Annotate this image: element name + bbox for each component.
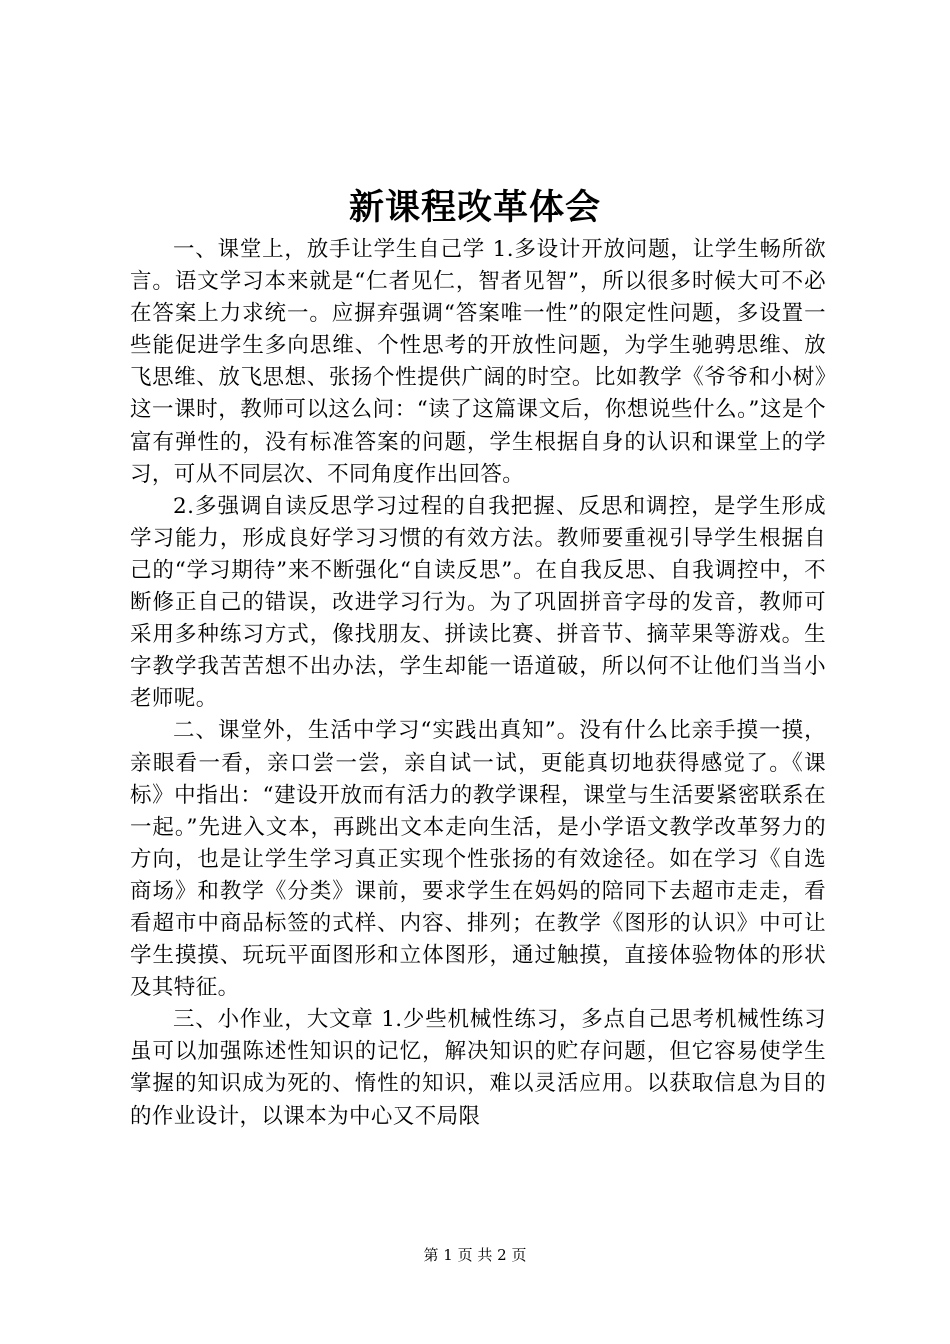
paragraph-2: 2.多强调自读反思学习过程的自我把握、反思和调控，是学生形成学习能力，形成良好学习习惯的有效方法。教师要重视引导学生根据自己的“学习期待”来不断强化“自读反思”。在自我反思、自我调控中，不断修正自己的错误，改进学习行为。为了巩固拼音字母的发音，教师可采用多种练习方式，像找朋友、拼读比赛、拼音节、摘苹果等游戏。生字教学我苦苦想不出办法，学生却能一语道破，所以何不让他们当当小老师呢。 — [130, 493, 826, 712]
document-body — [130, 234, 826, 1133]
document-title: 新课程改革体会 — [348, 187, 601, 228]
page-footer: 第 1 页 共 2 页 — [423, 1246, 527, 1264]
paragraph-4: 三、小作业，大文章 1.少些机械性练习，多点自己思考机械性练习虽可以加强陈述性知识的记忆，解决知识的贮存问题，但它容易使学生掌握的知识成为死的、惰性的知识，难以灵活应用。以获取信息为目的的作业设计，以课本为中心又不局限 — [130, 1007, 826, 1129]
paragraph-3: 二、课堂外，生活中学习“实践出真知”。没有什么比亲手摸一摸，亲眼看一看，亲口尝一尝，亲自试一试，更能真切地获得感觉了。《课标》中指出：“建设开放而有活力的教学课程，课堂与生活要紧密联系在一起。”先进入文本，再跳出文本走向生活，是小学语文教学改革努力的方向，也是让学生学习真正实现个性张扬的有效途径。如在学习《自选商场》和教学《分类》课前，要求学生在妈妈的陪同下去超市走走，看看超市中商品标签的式样、内容、排列；在教学《图形的认识》中可让学生摸摸、玩玩平面图形和立体图形，通过触摸，直接体验物体的形状及其特征。 — [130, 718, 826, 1001]
paragraph-1: 一、课堂上，放手让学生自己学 1.多设计开放问题，让学生畅所欲言。语文学习本来就是“仁者见仁，智者见智”，所以很多时候大可不必在答案上力求统一。应摒弃强调“答案唯一性”的限定性问题，多设置一些能促进学生多向思维、个性思考的开放性问题，为学生驰骋思维、放飞思维、放飞思想、张扬个性提供广阔的时空。比如教学《爷爷和小树》这一课时，教师可以这么问：“读了这篇课文后，你想说些什么。”这是个富有弹性的，没有标准答案的问题，学生根据自身的认识和课堂上的学习，可从不同层次、不同角度作出回答。 — [130, 237, 826, 487]
